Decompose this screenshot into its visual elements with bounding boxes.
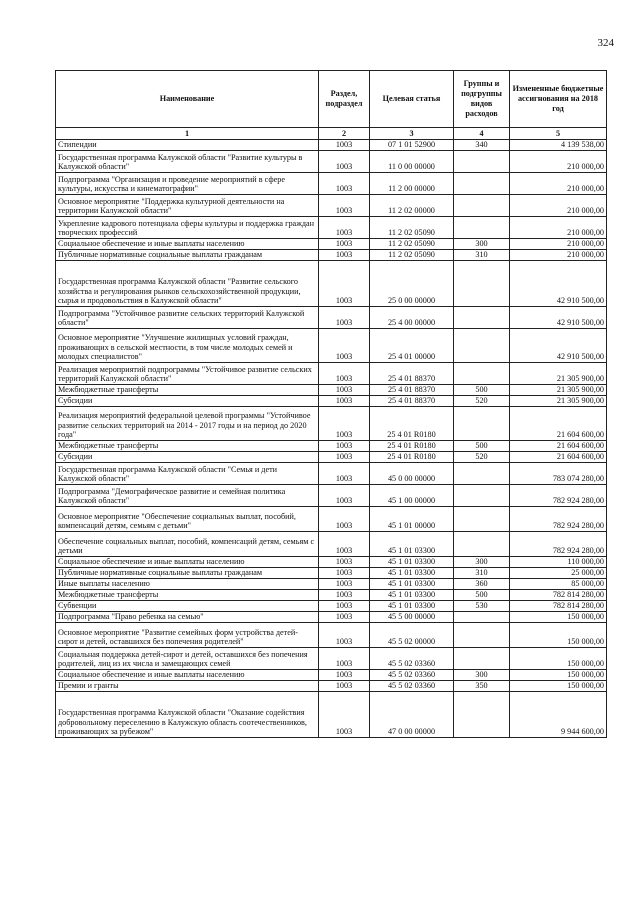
row-group: 500 [454,385,510,396]
row-name: Государственная программа Калужской области "Развитие культуры в Калужской области" [56,151,319,173]
row-name: Субвенции [56,601,319,612]
row-amount: 4 139 538,00 [510,140,607,151]
row-amount: 210 000,00 [510,195,607,217]
row-group: 310 [454,250,510,261]
row-amount: 21 604 600,00 [510,407,607,441]
row-target: 11 2 02 00000 [370,195,454,217]
table-row [56,441,607,452]
row-target: 45 5 02 03360 [370,670,454,681]
row-name: Подпрограмма "Организация и проведение мероприятий в сфере культуры, искусства и кинематографии" [56,173,319,195]
table-row [56,307,607,329]
row-section: 1003 [319,612,370,623]
row-target: 25 4 01 00000 [370,329,454,363]
row-target: 11 2 02 05090 [370,239,454,250]
row-amount: 210 000,00 [510,151,607,173]
row-group [454,151,510,173]
row-section: 1003 [319,532,370,557]
table-row [56,557,607,568]
row-group: 310 [454,568,510,579]
row-section: 1003 [319,507,370,532]
row-target: 07 1 01 52900 [370,140,454,151]
row-section: 1003 [319,601,370,612]
row-target: 45 1 00 00000 [370,485,454,507]
row-amount: 42 910 500,00 [510,307,607,329]
row-amount: 783 074 280,00 [510,463,607,485]
row-amount: 42 910 500,00 [510,329,607,363]
row-amount: 21 305 900,00 [510,396,607,407]
row-target: 45 1 01 03300 [370,532,454,557]
row-amount: 21 604 600,00 [510,441,607,452]
row-section: 1003 [319,261,370,307]
row-section: 1003 [319,485,370,507]
row-section: 1003 [319,195,370,217]
row-group [454,648,510,670]
row-section: 1003 [319,681,370,692]
row-amount: 150 000,00 [510,681,607,692]
table-row [56,396,607,407]
table-row [56,507,607,532]
row-name: Социальное обеспечение и иные выплаты населению [56,239,319,250]
table-row [56,579,607,590]
row-amount: 210 000,00 [510,250,607,261]
row-section: 1003 [319,557,370,568]
row-name: Обеспечение социальных выплат, пособий, компенсаций детям, семьям с детьми [56,532,319,557]
row-target: 11 2 02 05090 [370,250,454,261]
row-target: 11 0 00 00000 [370,151,454,173]
table-row [56,363,607,385]
row-section: 1003 [319,648,370,670]
row-section: 1003 [319,239,370,250]
table-row [56,612,607,623]
row-target: 25 4 01 88370 [370,363,454,385]
row-amount: 25 000,00 [510,568,607,579]
row-target: 45 1 01 03300 [370,601,454,612]
row-name: Иные выплаты населению [56,579,319,590]
table-row [56,239,607,250]
row-name: Публичные нормативные социальные выплаты гражданам [56,568,319,579]
row-target: 25 4 01 R0180 [370,452,454,463]
row-target: 25 4 01 R0180 [370,441,454,452]
row-amount: 210 000,00 [510,239,607,250]
column-number-row [56,128,607,140]
row-section: 1003 [319,441,370,452]
row-name: Стипендии [56,140,319,151]
row-name: Межбюджетные трансферты [56,385,319,396]
table-row [56,261,607,307]
column-number: 4 [454,128,510,140]
row-section: 1003 [319,307,370,329]
row-group: 300 [454,239,510,250]
column-number: 3 [370,128,454,140]
row-group [454,173,510,195]
row-amount: 782 814 280,00 [510,590,607,601]
row-group [454,307,510,329]
row-target: 11 2 00 00000 [370,173,454,195]
row-name: Социальная поддержка детей-сирот и детей, оставшихся без попечения родителей, лиц из их числа и замещающих семей [56,648,319,670]
row-group [454,407,510,441]
row-amount: 150 000,00 [510,670,607,681]
table-row [56,670,607,681]
row-group [454,532,510,557]
row-group: 520 [454,396,510,407]
header-target: Целевая статья [370,71,454,128]
row-amount: 210 000,00 [510,173,607,195]
column-number: 1 [56,128,319,140]
row-target: 45 1 01 00000 [370,507,454,532]
table-row [56,601,607,612]
row-target: 25 0 00 00000 [370,261,454,307]
row-amount: 210 000,00 [510,217,607,239]
row-group: 500 [454,590,510,601]
row-target: 45 1 01 03300 [370,579,454,590]
row-section: 1003 [319,407,370,441]
row-target: 45 1 01 03300 [370,557,454,568]
row-section: 1003 [319,217,370,239]
table-row [56,385,607,396]
table-row [56,151,607,173]
row-target: 45 5 02 03360 [370,681,454,692]
table-row [56,485,607,507]
table-row [56,648,607,670]
row-group: 340 [454,140,510,151]
row-name: Социальное обеспечение и иные выплаты населению [56,670,319,681]
row-target: 45 5 02 03360 [370,648,454,670]
row-name: Основное мероприятие "Поддержка культурной деятельности на территории Калужской области" [56,195,319,217]
row-group: 360 [454,579,510,590]
row-group [454,507,510,532]
row-target: 11 2 02 05090 [370,217,454,239]
row-name: Основное мероприятие "Развитие семейных форм устройства детей-сирот и детей, оставшихся без попечения родителей" [56,623,319,648]
row-amount: 782 924 280,00 [510,485,607,507]
row-target: 47 0 00 00000 [370,692,454,738]
row-section: 1003 [319,670,370,681]
row-group [454,329,510,363]
row-section: 1003 [319,385,370,396]
row-section: 1003 [319,396,370,407]
row-name: Межбюджетные трансферты [56,590,319,601]
row-name: Основное мероприятие "Обеспечение социальных выплат, пособий, компенсаций детям, семьям с детьми" [56,507,319,532]
table-row [56,681,607,692]
table-row [56,407,607,441]
header-name: Наименование [56,71,319,128]
table-row [56,329,607,363]
row-amount: 782 814 280,00 [510,601,607,612]
row-target: 45 1 01 03300 [370,590,454,601]
row-group [454,261,510,307]
row-name: Укрепление кадрового потенциала сферы культуры и поддержка граждан творческих профессий [56,217,319,239]
row-group [454,485,510,507]
row-name: Государственная программа Калужской области "Семья и дети Калужской области" [56,463,319,485]
row-amount: 85 000,00 [510,579,607,590]
row-section: 1003 [319,363,370,385]
table-row [56,173,607,195]
row-group: 530 [454,601,510,612]
row-name: Премии и гранты [56,681,319,692]
row-name: Государственная программа Калужской области "Оказание содействия добровольному переселению в Калужскую область соотечественников, проживающих за рубежом" [56,692,319,738]
row-name: Субсидии [56,452,319,463]
table-row [56,590,607,601]
row-target: 25 4 00 00000 [370,307,454,329]
row-target: 45 5 00 00000 [370,612,454,623]
header-groups: Группы и подгруппы видов расходов [454,71,510,128]
row-name: Реализация мероприятий федеральной целевой программы "Устойчивое развитие сельских территорий на 2014 - 2017 годы и на период до 2020 года" [56,407,319,441]
row-amount: 21 604 600,00 [510,452,607,463]
row-name: Подпрограмма "Право ребенка на семью" [56,612,319,623]
row-section: 1003 [319,173,370,195]
row-group [454,195,510,217]
row-target: 45 5 02 00000 [370,623,454,648]
row-group [454,363,510,385]
row-group: 350 [454,681,510,692]
row-section: 1003 [319,579,370,590]
row-group: 300 [454,670,510,681]
row-section: 1003 [319,250,370,261]
row-name: Государственная программа Калужской области "Развитие сельского хозяйства и регулирования рынков сельскохозяйственной продукции, сырья и продовольствия в Калужской области" [56,261,319,307]
row-section: 1003 [319,452,370,463]
header-amount: Измененные бюджетные ассигнования на 2018 год [510,71,607,128]
row-name: Субсидии [56,396,319,407]
page-number: 324 [597,37,614,49]
row-group [454,217,510,239]
budget-table [55,70,607,738]
row-section: 1003 [319,463,370,485]
table-row [56,623,607,648]
table-body [56,140,607,738]
table-row [56,532,607,557]
table-row [56,217,607,239]
row-target: 25 4 01 R0180 [370,407,454,441]
row-name: Реализация мероприятий подпрограммы "Устойчивое развитие сельских территорий Калужской области" [56,363,319,385]
table-row [56,140,607,151]
row-amount: 9 944 600,00 [510,692,607,738]
row-name: Социальное обеспечение и иные выплаты населению [56,557,319,568]
row-section: 1003 [319,692,370,738]
row-section: 1003 [319,623,370,648]
row-section: 1003 [319,151,370,173]
table-row [56,692,607,738]
row-amount: 782 924 280,00 [510,507,607,532]
row-target: 45 0 00 00000 [370,463,454,485]
row-section: 1003 [319,590,370,601]
row-group: 500 [454,441,510,452]
row-target: 25 4 01 88370 [370,396,454,407]
table-row [56,452,607,463]
row-target: 45 1 01 03300 [370,568,454,579]
row-name: Публичные нормативные социальные выплаты гражданам [56,250,319,261]
row-section: 1003 [319,140,370,151]
row-group: 520 [454,452,510,463]
row-name: Межбюджетные трансферты [56,441,319,452]
column-number: 2 [319,128,370,140]
row-name: Подпрограмма "Устойчивое развитие сельских территорий Калужской области" [56,307,319,329]
table-row [56,568,607,579]
row-group: 300 [454,557,510,568]
table-row [56,463,607,485]
table-row [56,195,607,217]
row-amount: 150 000,00 [510,648,607,670]
row-section: 1003 [319,329,370,363]
row-group [454,623,510,648]
row-amount: 110 000,00 [510,557,607,568]
row-target: 25 4 01 88370 [370,385,454,396]
row-name: Подпрограмма "Демографическое развитие и семейная политика Калужской области" [56,485,319,507]
row-name: Основное мероприятие "Улучшение жилищных условий граждан, проживающих в сельской местности, в том числе молодых семей и молодых специалистов" [56,329,319,363]
row-group [454,692,510,738]
row-amount: 42 910 500,00 [510,261,607,307]
row-amount: 150 000,00 [510,623,607,648]
row-amount: 782 924 280,00 [510,532,607,557]
row-group [454,463,510,485]
header-row [56,71,607,128]
row-section: 1003 [319,568,370,579]
row-amount: 150 000,00 [510,612,607,623]
header-section: Раздел, подраздел [319,71,370,128]
row-amount: 21 305 900,00 [510,363,607,385]
table-row [56,250,607,261]
column-number: 5 [510,128,607,140]
row-group [454,612,510,623]
row-amount: 21 305 900,00 [510,385,607,396]
